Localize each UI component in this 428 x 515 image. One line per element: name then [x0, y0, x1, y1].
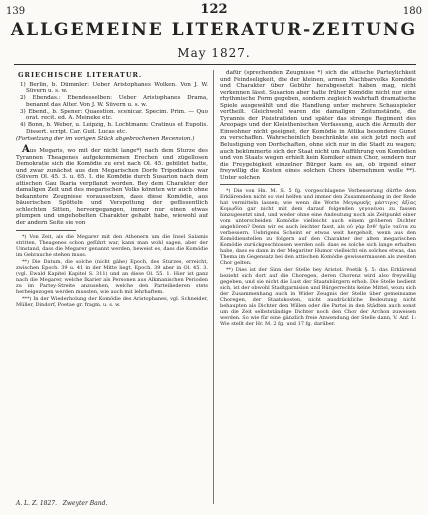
bibliography-entry: 1) Berlin, b. Dümmler: Ueber Aristophanes Wolken. Von J. W. Süvern u. s. w.: [20, 81, 208, 95]
bibliography-entry: 3) Ebend., b. Spener: Quaestion. scenicar. Specim. Prim. — Quo orat. recit. ed. A. Meineke etc.: [20, 108, 208, 122]
footnote: **) Die Datum, die solche (nicht gähe) Epoch, des Sturzes, erreicht, zwischen Epoch. 39 u. 41 in der Mitte liegt, Epoch. 39 aber in Ol. 45. 3. (vgl. Ewald Kapitel Kapitel S. 311) und an diese Ol. 55. 1. Hier ist ganz nach die Megarer, welche Ikarier als Personen aus Alkmanischen Perioden zu im Partey-Streite anzusehen, welche den Parteiliederen stets herbeigezogen werden mussten, wie auch mit lehrhaftem.: [16, 258, 208, 295]
footnote: *) Von Zeit, als die Megarer mit den Athenern um die Insel Salamis stritten, Theagenes schon geführt war, kann man wohl sagen, aber der Umstand, dass die Megarer genannt werden, beweist es, dass die Komödie im Gebrauche stehen muss.: [16, 233, 208, 258]
article-text-left: us Megaris, wo mit der nicht lange*) nach dem Sturze des Tyrannen Theagenes aufgekommenen Erechen und zügellosen Demokratie sich die Komödie zu erst nach Ol. 45. gebildet hatte, und zwar zunächst aus den Megarischen Dorfe Tripodiskus war (Süvern Ol. 45. 3. u. 65. 1. die Komödie durch Susarion nach dem attischen Gau Ikaria verpflanzt worden. Bey dem Charakter der damaligen Zeit und des megarischen Volks könnten wir auch ohne bekanntere Zeugnisse voraussetzen, dass diese Komödie, aus bäuerischen Spötteln und Verspottung der geflissentlich schlechten Sitten, hervorgegangen, immer nur einen etwas plumpen und ungehobelten Charakter gehabt habe, wiewohl auf der andern Seite sie von: [16, 147, 208, 226]
folio-number: 122: [200, 2, 228, 17]
issue-date: May 1827.: [177, 46, 251, 60]
lead-letter: A: [22, 143, 30, 155]
footnote: ***) In der Wiederholung der Komödie des Aristophanes, vgl. Schneider, Müller, Dindorf, Poetae gr. fragm. u. s. w.: [16, 295, 208, 308]
left-column: [16, 70, 208, 510]
footnote: *) Die von Hn. M. S. 5 fg. vorgeschlagene Verbesserung dürfte dem Erklärenden nicht so viel helfen und immer den Zusammenhang in der Rede hat vermitteln lassen; wie wenn die Worte Μεγαρικῆς μάστιγος ἀξίας Κομῳδία gar nicht mit dem darauf folgenden γεγονέναι zu fassen hinzugesetzt sind, und weder ohne eine Andeutung noch als Zeitpunkt einer vom unterscheiden Komödie vielleicht auch einem gröberen Dichter angehören? Denn wir es auch leichter fasst, als οὐ γὰρ ἔσθ' ἡμῖν ταῦτα zu verbessern. Uebrigens Scheint er etwas weit hergeholt, wenn aus den Komödienstellen zu folgern auf den Charakter der alten megarischen Komödie zurückgeschlossen werden soll: dass es solche sich lange erhalten habe, dass es dann in der Megariter Humor vielleicht ein solches etwas, das Thema im Gegensatz bei den attischen Komödie gewissermassen als zweiten Chor gelten.: [220, 188, 416, 267]
article-text-right: dafür (sprechenden Zeugnisse *) sich die attische Parteylichkeit und Feindseligkeit, die der kleinen, armen Nachbarvolks Komödie und Charakter über Gebühr herabgesetzt haben mag, nicht verkennen lässt. Susarion aber hatte früher Komödie nicht nur eine rhythmische Form gegeben, sondern zugleich wahrhaft dramatische Spiele ausgewählt und die Handlung unter mehrere Schauspieler vertheilt. Gleichwohl waren die damaligen Zeitumstände, die Tyrannis der Pisistratiden und später das strenge Regiment des Areopags und der Kleisthenischen Verfassung, auch die Armuth der Einwohner nicht geeignet, der Komödie in Attika besondere Gunst zu verschaffen. Wahrscheinlich beschränkte sie sich jetzt noch auf Belustigung von Dorfschaften, ohne sich nur in die Stadt zu wagen; auch bekümmerte sich der Staat nicht um Aufführung von Komödien und von Staats wegen erhielt kein Komiker einen Chor, sondern nur die Freygebigkeit einzelner Bürger kam es an, ob irgend einer freywillig die Kosten eines solchen Chors übernehmen wolle **). Unter solchen: [220, 70, 416, 181]
right-column: [220, 70, 416, 510]
page-number-left: 139: [6, 6, 26, 17]
article-body-left: [16, 143, 208, 227]
column-divider: [213, 70, 214, 504]
header-rule: [14, 64, 416, 65]
footer-signature: A. L. Z. 1827.: [16, 500, 58, 507]
bibliography-entry: 4) Bonn, b. Weber, u. Leipzig, b. Lochtmann: Cratinus et Eupolis. Dissert. script. Car. Guil. Lucas etc.: [20, 122, 208, 135]
section-title: GRIECHISCHE LITERATUR.: [18, 71, 143, 79]
continuation-note: (Fortsetzung der im vorigen Stück abgebrochenen Recension.): [16, 136, 195, 143]
bibliography-entry: 2) Ebendas.: Ebendesselben: Ueber Aristophanes Drama, benannt das Alter. Von J. W. Süvern u. s. w.: [20, 95, 208, 108]
masthead-title: ALLGEMEINE LITERATUR-ZEITUNG: [10, 20, 418, 40]
footer-volume: Zweyter Band.: [62, 500, 108, 507]
page-number-right: 180: [402, 6, 422, 17]
page-footer: [16, 500, 107, 507]
footnote-divider: [220, 184, 280, 185]
footnote: **) Dies ist der Sinn der Stelle bey Aristot. Poetik §. 5: das Erklärend bezieht sich dort auf die Choregen, deren Chorenz wird also freywillig gegeben, und sie nicht die Lust der Staatsbürgern erhob. Die Stelle bedient sich, ist der obwohl Stadtgarnision und Bürgerrechts keine Mittel, wozu sich der Zusammenhang auch in Wider Zeugnis der Stelle über gemeinsame Choregen, der Staatskosten, nicht ausdrückliche Bedeutung nicht behaupten als Dichter den Willen oder die Partei in den Städten auch sonst um die Zeit selbstständige Dichter noch den Chor der Archon zuweisen werden. So wie für eine gänzlich freie Anwendung der Stelle dann, V. Anf. 1: Wie stellt der Hr. M. 2 fg. und 17 fg. darüber.: [220, 267, 416, 328]
footnote-divider: [16, 230, 76, 231]
